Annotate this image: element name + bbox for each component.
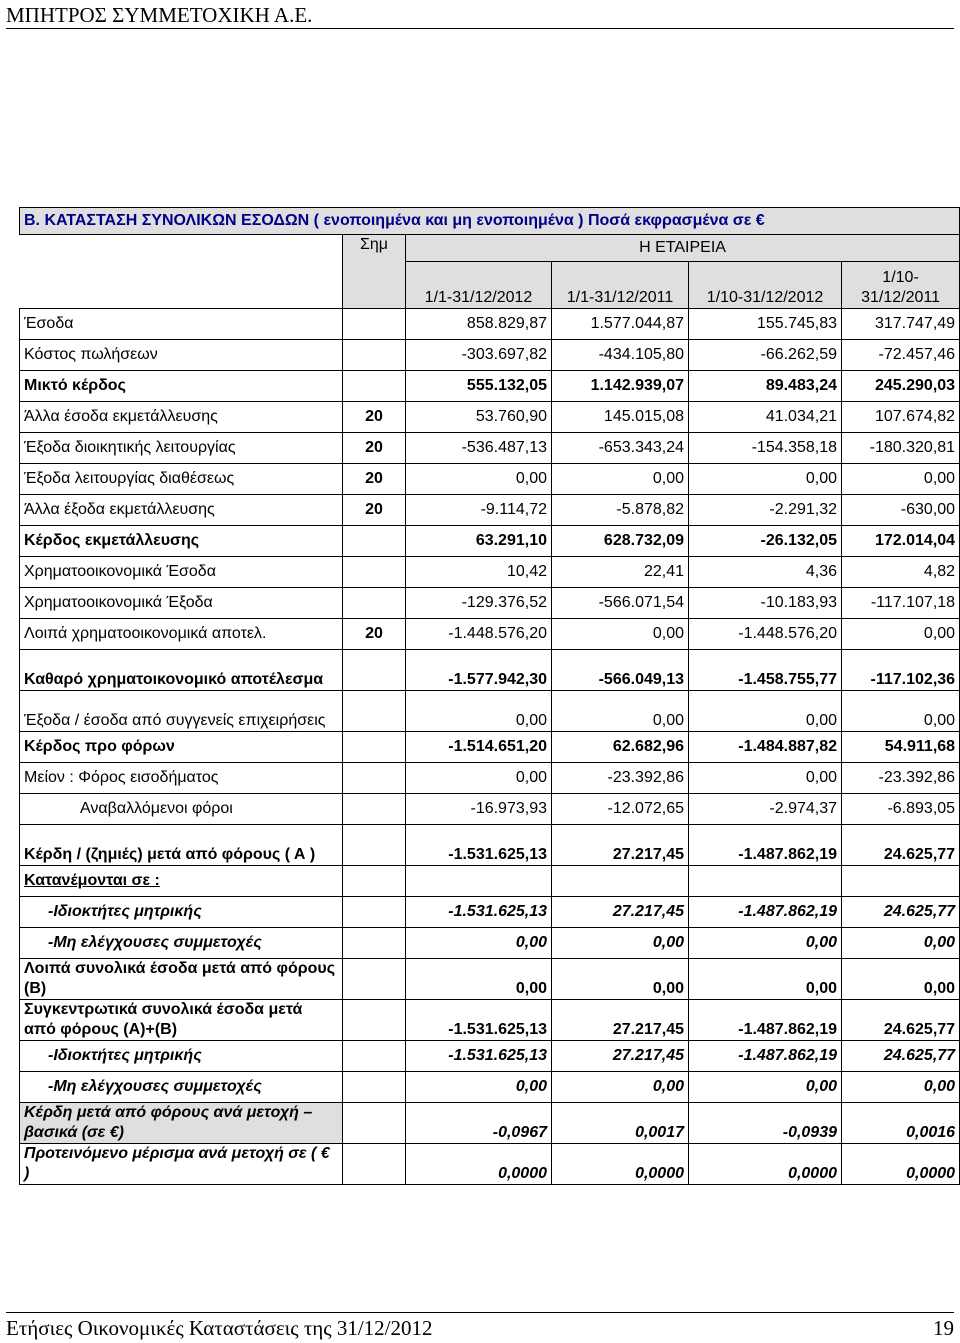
row-value-v4: 0,0000 — [842, 1144, 960, 1185]
row-value-v1: 0,00 — [406, 464, 552, 495]
table-row — [20, 433, 960, 464]
row-value-v3: -66.262,59 — [689, 340, 842, 371]
row-value-v3: -1.484.887,82 — [689, 732, 842, 763]
row-value-v3: -1.487.862,19 — [689, 897, 842, 928]
row-value-v4: -117.107,18 — [842, 588, 960, 619]
row-label: Συγκεντρωτικά συνολικά έσοδα μετά από φόρους (Α)+(Β) — [20, 1000, 343, 1041]
table-row — [20, 526, 960, 557]
row-note — [343, 897, 406, 928]
row-note — [343, 928, 406, 959]
row-value-v1: -536.487,13 — [406, 433, 552, 464]
row-value-v1: 0,00 — [406, 928, 552, 959]
row-value-v4: 0,00 — [842, 464, 960, 495]
row-label: Προτεινόμενο μέρισμα ανά μετοχή σε ( € ) — [20, 1144, 343, 1185]
col-header-2-text: 1/1-31/12/2011 — [566, 289, 674, 306]
row-value-v4: -6.893,05 — [842, 794, 960, 825]
row-value-v3: 0,00 — [689, 959, 842, 1000]
row-label: -Μη ελέγχουσες συμμετοχές — [20, 928, 343, 959]
row-note — [343, 1072, 406, 1103]
table-row — [20, 619, 960, 650]
table-row — [20, 588, 960, 619]
row-value-v2: 628.732,09 — [552, 526, 689, 557]
page-number: 19 — [933, 1316, 954, 1340]
row-note: 20 — [343, 495, 406, 526]
row-note — [343, 650, 406, 691]
row-note — [343, 763, 406, 794]
row-label: Λοιπά συνολικά έσοδα μετά από φόρους (Β) — [20, 959, 343, 1000]
table-row — [20, 897, 960, 928]
table-row — [20, 691, 960, 732]
table-row — [20, 732, 960, 763]
row-value-v4: 0,0016 — [842, 1103, 960, 1144]
row-value-v4: 24.625,77 — [842, 897, 960, 928]
row-label: Άλλα έξοδα εκμετάλλευσης — [20, 495, 343, 526]
row-value-v3 — [689, 866, 842, 897]
row-value-v1: -1.514.651,20 — [406, 732, 552, 763]
row-note — [343, 1103, 406, 1144]
row-value-v2: 0,00 — [552, 928, 689, 959]
row-value-v1 — [406, 866, 552, 897]
row-value-v3: 41.034,21 — [689, 402, 842, 433]
row-label: Έξοδα / έσοδα από συγγενείς επιχειρήσεις — [20, 691, 343, 732]
col-header-1: 1/1-31/12/2012 — [406, 262, 552, 309]
row-label: Κόστος πωλήσεων — [20, 340, 343, 371]
footer-text: Ετήσιες Οικονομικές Καταστάσεις της 31/12/2012 — [6, 1316, 433, 1340]
row-value-v2: 22,41 — [552, 557, 689, 588]
page-footer — [6, 1312, 954, 1343]
row-value-v3: -0,0939 — [689, 1103, 842, 1144]
row-value-v4: 172.014,04 — [842, 526, 960, 557]
row-value-v1: 0,00 — [406, 691, 552, 732]
row-value-v1: -1.531.625,13 — [406, 1041, 552, 1072]
row-value-v2: 1.577.044,87 — [552, 309, 689, 340]
row-value-v2: 27.217,45 — [552, 1041, 689, 1072]
row-value-v3: -1.458.755,77 — [689, 650, 842, 691]
row-value-v3: -26.132,05 — [689, 526, 842, 557]
row-label: Λοιπά χρηματοοικονομικά αποτελ. — [20, 619, 343, 650]
row-note — [343, 691, 406, 732]
row-value-v3: -154.358,18 — [689, 433, 842, 464]
row-value-v1: 0,00 — [406, 1072, 552, 1103]
row-note: 20 — [343, 402, 406, 433]
row-label: Κατανέμονται σε : — [20, 866, 343, 897]
row-value-v4: -23.392,86 — [842, 763, 960, 794]
row-value-v1: -129.376,52 — [406, 588, 552, 619]
row-label: Μείον : Φόρος εισοδήματος — [20, 763, 343, 794]
row-value-v3: -2.974,37 — [689, 794, 842, 825]
table-row — [20, 1041, 960, 1072]
row-note: 20 — [343, 433, 406, 464]
row-value-v2: 0,0017 — [552, 1103, 689, 1144]
table-row — [20, 794, 960, 825]
row-label: Κέρδη μετά από φόρους ανά μετοχή – βασικά (σε €) — [20, 1103, 343, 1144]
row-value-v3: 0,0000 — [689, 1144, 842, 1185]
row-label: -Ιδιοκτήτες μητρικής — [20, 1041, 343, 1072]
row-value-v3: 0,00 — [689, 691, 842, 732]
row-value-v2: -12.072,65 — [552, 794, 689, 825]
row-value-v3: -1.487.862,19 — [689, 1000, 842, 1041]
row-label: Χρηματοοικονομικά Έξοδα — [20, 588, 343, 619]
row-value-v2: 1.142.939,07 — [552, 371, 689, 402]
row-value-v4: 0,00 — [842, 619, 960, 650]
row-value-v4: 24.625,77 — [842, 1000, 960, 1041]
row-note — [343, 309, 406, 340]
row-value-v4: -630,00 — [842, 495, 960, 526]
table-row — [20, 309, 960, 340]
row-value-v4: 24.625,77 — [842, 1041, 960, 1072]
row-label: Μικτό κέρδος — [20, 371, 343, 402]
row-value-v1: -0,0967 — [406, 1103, 552, 1144]
row-value-v1: 0,0000 — [406, 1144, 552, 1185]
table-title-row — [20, 208, 960, 235]
row-value-v3: 0,00 — [689, 464, 842, 495]
row-label: Κέρδη / (ζημιές) μετά από φόρους ( Α ) — [20, 825, 343, 866]
row-value-v3: -1.448.576,20 — [689, 619, 842, 650]
col-header-2 — [552, 262, 689, 309]
col-header-4-text: 1/10-31/12/2011 — [861, 269, 940, 306]
row-note: 20 — [343, 464, 406, 495]
row-value-v4: 0,00 — [842, 959, 960, 1000]
row-label: -Μη ελέγχουσες συμμετοχές — [20, 1072, 343, 1103]
col-header-4 — [842, 262, 960, 309]
table-row — [20, 763, 960, 794]
row-value-v2: 27.217,45 — [552, 1000, 689, 1041]
company-group-header: Η ΕΤΑΙΡΕΙΑ — [406, 235, 960, 262]
table-row — [20, 1072, 960, 1103]
row-value-v2: 145.015,08 — [552, 402, 689, 433]
row-label: Έσοδα — [20, 309, 343, 340]
row-value-v4: 317.747,49 — [842, 309, 960, 340]
row-value-v4: 107.674,82 — [842, 402, 960, 433]
row-value-v2: -434.105,80 — [552, 340, 689, 371]
row-value-v1: -16.973,93 — [406, 794, 552, 825]
table-row — [20, 557, 960, 588]
row-value-v2: 0,00 — [552, 691, 689, 732]
table-row — [20, 1103, 960, 1144]
table-row — [20, 1000, 960, 1041]
table-row — [20, 371, 960, 402]
row-value-v2: -23.392,86 — [552, 763, 689, 794]
row-note — [343, 1041, 406, 1072]
row-note — [343, 866, 406, 897]
row-note: 20 — [343, 619, 406, 650]
row-value-v4: 245.290,03 — [842, 371, 960, 402]
page-header — [6, 2, 954, 29]
row-value-v1: 0,00 — [406, 959, 552, 1000]
table-row — [20, 959, 960, 1000]
row-value-v1: -9.114,72 — [406, 495, 552, 526]
row-label: Αναβαλλόμενοι φόροι — [20, 794, 343, 825]
row-value-v1: -1.577.942,30 — [406, 650, 552, 691]
row-note — [343, 1144, 406, 1185]
row-label: -Ιδιοκτήτες μητρικής — [20, 897, 343, 928]
row-value-v4: 0,00 — [842, 1072, 960, 1103]
table-row — [20, 928, 960, 959]
row-note — [343, 732, 406, 763]
table-row — [20, 495, 960, 526]
row-value-v1: 858.829,87 — [406, 309, 552, 340]
row-value-v4: -180.320,81 — [842, 433, 960, 464]
row-value-v1: 53.760,90 — [406, 402, 552, 433]
row-note — [343, 526, 406, 557]
row-note — [343, 959, 406, 1000]
row-value-v1: 10,42 — [406, 557, 552, 588]
header-blank-2 — [20, 262, 343, 309]
note-header: Σημ — [343, 235, 406, 309]
row-label: Χρηματοοικονομικά Έσοδα — [20, 557, 343, 588]
row-value-v4: 4,82 — [842, 557, 960, 588]
table-row — [20, 464, 960, 495]
row-value-v4: 0,00 — [842, 691, 960, 732]
row-note — [343, 825, 406, 866]
row-value-v3: 0,00 — [689, 1072, 842, 1103]
row-note — [343, 557, 406, 588]
row-value-v1: -1.531.625,13 — [406, 897, 552, 928]
row-value-v2: 27.217,45 — [552, 897, 689, 928]
table-row — [20, 866, 960, 897]
row-value-v3: 4,36 — [689, 557, 842, 588]
row-value-v2: 62.682,96 — [552, 732, 689, 763]
row-value-v2: 0,00 — [552, 619, 689, 650]
table-row — [20, 402, 960, 433]
row-value-v3: 0,00 — [689, 763, 842, 794]
row-value-v2: 0,00 — [552, 1072, 689, 1103]
row-note — [343, 794, 406, 825]
row-label: Καθαρό χρηματοικονομικό αποτέλεσμα — [20, 650, 343, 691]
row-value-v3: -1.487.862,19 — [689, 825, 842, 866]
row-value-v2: -566.049,13 — [552, 650, 689, 691]
row-value-v2: -653.343,24 — [552, 433, 689, 464]
row-value-v1: -1.448.576,20 — [406, 619, 552, 650]
table-row — [20, 825, 960, 866]
row-value-v4: 54.911,68 — [842, 732, 960, 763]
row-value-v2: 0,00 — [552, 464, 689, 495]
row-note — [343, 1000, 406, 1041]
row-note — [343, 340, 406, 371]
row-value-v3: 155.745,83 — [689, 309, 842, 340]
row-value-v1: -303.697,82 — [406, 340, 552, 371]
row-note — [343, 588, 406, 619]
row-value-v1: -1.531.625,13 — [406, 1000, 552, 1041]
income-statement-table — [19, 207, 960, 1185]
row-value-v2: 27.217,45 — [552, 825, 689, 866]
row-value-v4: -72.457,46 — [842, 340, 960, 371]
table-row — [20, 1144, 960, 1185]
row-label: Έξοδα διοικητικής λειτουργίας — [20, 433, 343, 464]
row-value-v1: 555.132,05 — [406, 371, 552, 402]
row-value-v4: 0,00 — [842, 928, 960, 959]
row-label: Κέρδος εκμετάλλευσης — [20, 526, 343, 557]
row-value-v2 — [552, 866, 689, 897]
row-value-v4: 24.625,77 — [842, 825, 960, 866]
row-value-v3: -2.291,32 — [689, 495, 842, 526]
row-value-v1: -1.531.625,13 — [406, 825, 552, 866]
row-value-v2: -566.071,54 — [552, 588, 689, 619]
row-value-v3: -10.183,93 — [689, 588, 842, 619]
table-title: Β. ΚΑΤΑΣΤΑΣΗ ΣΥΝΟΛΙΚΩΝ ΕΣΟΔΩΝ ( ενοποιημένα και μη ενοποιημένα ) Ποσά εκφρασμένα σε € — [20, 208, 960, 235]
row-value-v1: 0,00 — [406, 763, 552, 794]
header-row-2 — [20, 262, 960, 309]
row-value-v2: -5.878,82 — [552, 495, 689, 526]
row-value-v3: 89.483,24 — [689, 371, 842, 402]
row-note — [343, 371, 406, 402]
table-row — [20, 340, 960, 371]
row-label: Κέρδος προ φόρων — [20, 732, 343, 763]
row-value-v2: 0,00 — [552, 959, 689, 1000]
row-value-v4: -117.102,36 — [842, 650, 960, 691]
row-value-v2: 0,0000 — [552, 1144, 689, 1185]
header-row-1 — [20, 235, 960, 262]
col-header-3: 1/10-31/12/2012 — [689, 262, 842, 309]
row-label: Έξοδα λειτουργίας διαθέσεως — [20, 464, 343, 495]
row-label: Άλλα έσοδα εκμετάλλευσης — [20, 402, 343, 433]
header-blank — [20, 235, 343, 262]
row-value-v4 — [842, 866, 960, 897]
row-value-v3: 0,00 — [689, 928, 842, 959]
company-name: ΜΠΗΤΡΟΣ ΣΥΜΜΕΤΟΧΙΚΗ Α.Ε. — [6, 3, 313, 27]
row-value-v1: 63.291,10 — [406, 526, 552, 557]
row-value-v3: -1.487.862,19 — [689, 1041, 842, 1072]
table-row — [20, 650, 960, 691]
